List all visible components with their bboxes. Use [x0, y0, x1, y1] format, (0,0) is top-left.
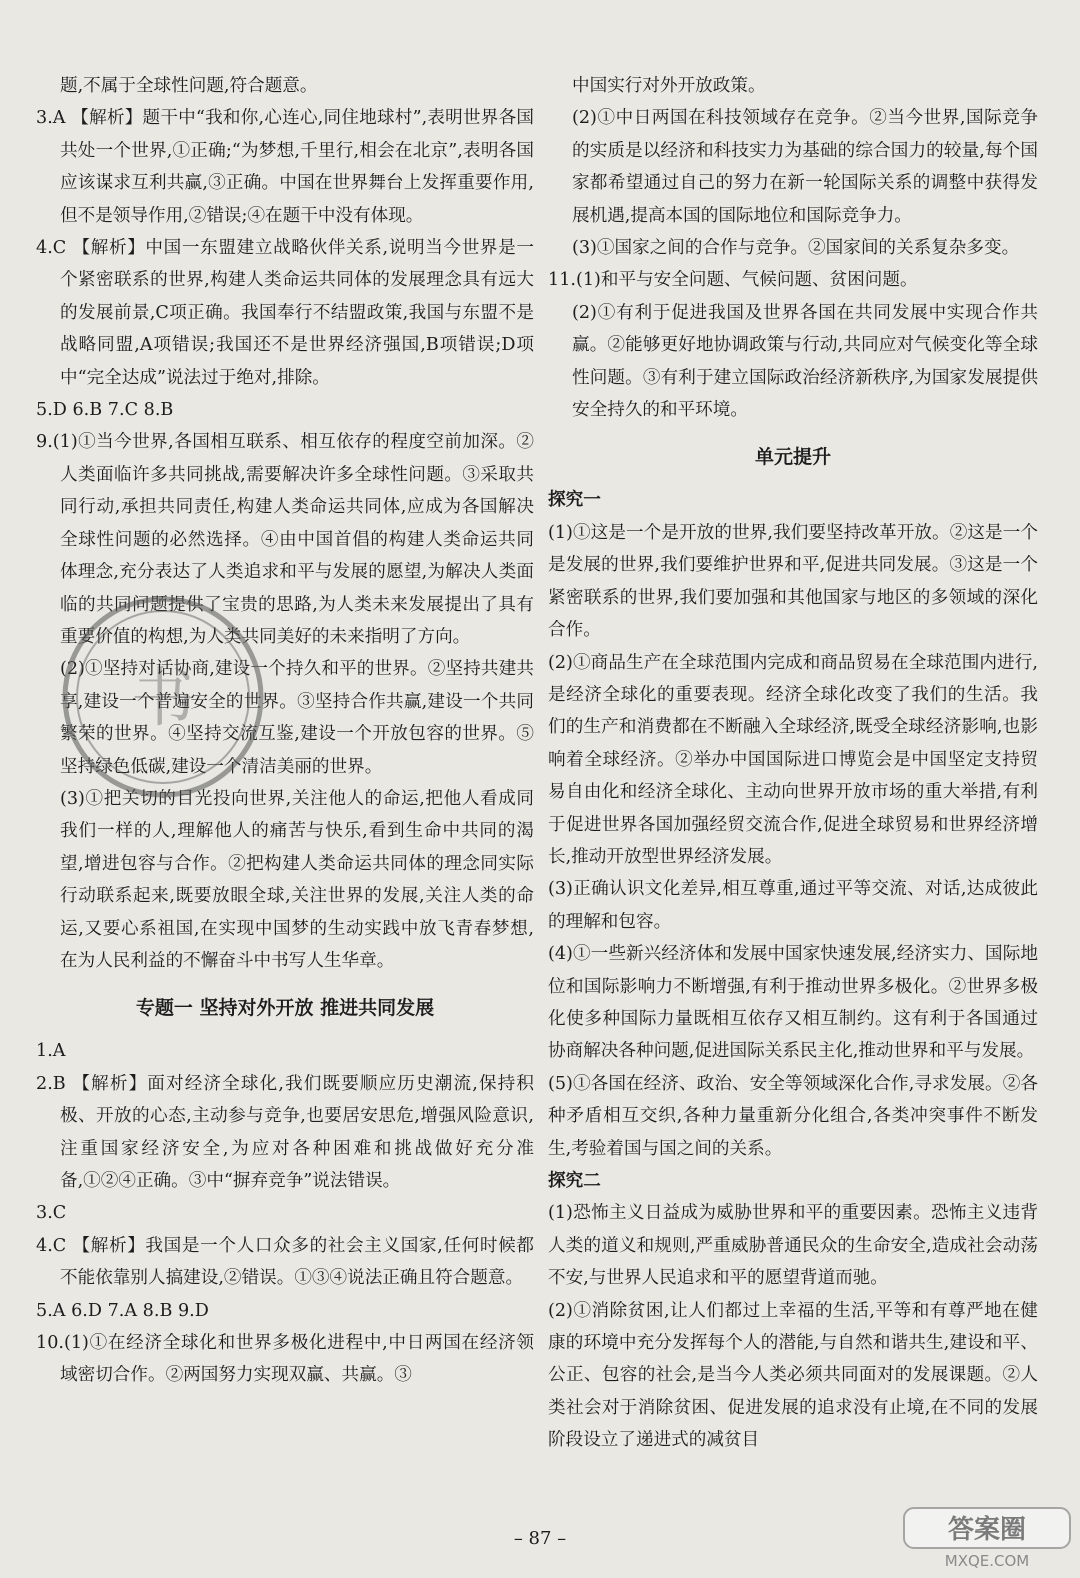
- answer-paragraph: 1.A: [36, 1041, 66, 1062]
- section-heading: 单元提升: [754, 446, 831, 469]
- answer-paragraph: 4.C 【解析】中国一东盟建立战略伙伴关系,说明当今世界是一个紧密联系的世界,构建人类命运共同体的发展理念具有远大的发展前景,C项正确。我国奉行不结盟政策,我国与东盟不是战略同盟,A项错误;我国还不是世界经济强国,B项错误;D项中“完全达成”说法过于绝对,排除。: [36, 238, 534, 388]
- answer-paragraph: 5.D 6.B 7.C 8.B: [36, 400, 174, 421]
- answer-paragraph: 11.(1)和平与安全问题、气候问题、贫困问题。: [548, 270, 918, 291]
- svg-text:答案圈: 答案圈: [947, 1515, 1027, 1545]
- answer-paragraph: 3.A 【解析】题干中“我和你,心连心,同住地球村”,表明世界各国共处一个世界,①正确;“为梦想,千里行,相会在北京”,表明各国应该谋求互利共赢,③正确。中国在世界舞台上发挥重要作用,但不是领导作用,②错误;④在题干中没有体现。: [36, 108, 534, 226]
- svg-text:书: 书: [131, 662, 195, 736]
- answer-paragraph: (3)①国家之间的合作与竞争。②国家间的关系复杂多变。: [572, 238, 1020, 259]
- right-column: [548, 70, 1038, 1457]
- page-number: – 87 –: [513, 1528, 567, 1549]
- answer-paragraph: (2)①中日两国在科技领域存在竞争。②当今世界,国际竞争的实质是以经济和科技实力为基础的综合国力的较量,每个国家都希望通过自己的努力在新一轮国际关系的调整中获得发展机遇,提高本国的国际地位和国际竞争力。: [572, 108, 1038, 226]
- exploration-label: 探究二: [548, 1171, 601, 1191]
- answer-paragraph: 10.(1)①在经济全球化和世界多极化进程中,中日两国在经济领域密切合作。②两国努力实现双赢、共赢。③: [36, 1333, 534, 1386]
- answer-paragraph: (2)①坚持对话协商,建设一个持久和平的世界。②坚持共建共享,建设一个普遍安全的世界。③坚持合作共赢,建设一个共同繁荣的世界。④坚持交流互鉴,建设一个开放包容的世界。⑤坚持绿色低碳,建设一个清洁美丽的世界。: [60, 659, 534, 777]
- answer-paragraph: 中国实行对外开放政策。: [572, 76, 766, 96]
- answer-paragraph: (5)①各国在经济、政治、安全等领域深化合作,寻求发展。②各种矛盾相互交织,各种力量重新分化组合,各类冲突事件不断发生,考验着国与国之间的关系。: [548, 1073, 1038, 1159]
- answer-paragraph: 2.B 【解析】面对经济全球化,我们既要顺应历史潮流,保持积极、开放的心态,主动参与竞争,也要居安思危,增强风险意识,注重国家经济安全,为应对各种困难和挑战做好充分准备,①②④正确。③中“摒弃竞争”说法错误。: [36, 1073, 534, 1191]
- svg-text:MXQE.COM: MXQE.COM: [944, 1552, 1030, 1570]
- exploration-label: 探究一: [548, 490, 601, 511]
- answer-paragraph: (4)①一些新兴经济体和发展中国家快速发展,经济实力、国际地位和国际影响力不断增强,有利于推动世界多极化。②世界多极化使多种国际力量既相互依存又相互制约。这有利于各国通过协商解决各种问题,促进国际关系民主化,推动世界和平与发展。: [548, 944, 1038, 1062]
- site-logo: [902, 1506, 1072, 1570]
- stamp-watermark: [58, 592, 268, 802]
- answer-paragraph: 3.C: [36, 1203, 67, 1224]
- answer-paragraph: 9.(1)①当今世界,各国相互联系、相互依存的程度空前加深。②人类面临许多共同挑战,需要解决许多全球性问题。③采取共同行动,承担共同责任,构建人类命运共同体,应成为各国解决全球性问题的必然选择。④由中国首倡的构建人类命运共同体理念,充分表达了人类追求和平与发展的愿望,为解决人类面临的共同问题提供了宝贵的思路,为人类未来发展提出了具有重要价值的构想,为人类共同美好的未来指明了方向。: [36, 432, 534, 647]
- answer-paragraph: (3)正确认识文化差异,相互尊重,通过平等交流、对话,达成彼此的理解和包容。: [548, 879, 1038, 932]
- section-heading: 专题一 坚持对外开放 推进共同发展: [135, 997, 435, 1020]
- answer-paragraph: (3)①把关切的目光投向世界,关注他人的命运,把他人看成同我们一样的人,理解他人的痛苦与快乐,看到生命中共同的渴望,增进包容与合作。②把构建人类命运共同体的理念同实际行动联系起来,既要放眼全球,关注世界的发展,关注人类的命运,又要心系祖国,在实现中国梦的生动实践中放飞青春梦想,在为人民利益的不懈奋斗中书写人生华章。: [60, 788, 534, 971]
- answer-paragraph: 5.A 6.D 7.A 8.B 9.D: [36, 1300, 209, 1321]
- answer-paragraph: (1)恐怖主义日益成为威胁世界和平的重要因素。恐怖主义违背人类的道义和规则,严重威胁普通民众的生命安全,造成社会动荡不安,与世界人民追求和平的愿望背道而驰。: [548, 1203, 1038, 1289]
- answer-paragraph: (2)①消除贫困,让人们都过上幸福的生活,平等和有尊严地在健康的环境中充分发挥每个人的潜能,与自然和谐共生,建设和平、公正、包容的社会,是当今人类必须共同面对的发展课题。②人类社会对于消除贫困、促进发展的追求没有止境,在不同的发展阶段设立了递进式的减贫目: [548, 1300, 1038, 1451]
- answer-paragraph: 4.C 【解析】我国是一个人口众多的社会主义国家,任何时候都不能依靠别人搞建设,②错误。①③④说法正确且符合题意。: [36, 1235, 534, 1289]
- answer-paragraph: (2)①商品生产在全球范围内完成和商品贸易在全球范围内进行,是经济全球化的重要表现。经济全球化改变了我们的生活。我们的生产和消费都在不断融入全球经济,既受全球经济影响,也影响着全球经济。②举办中国国际进口博览会是中国坚定支持贸易自由化和经济全球化、主动向世界开放市场的重大举措,有利于促进世界各国加强经贸交流合作,促进全球贸易和世界经济增长,推动开放型世界经济发展。: [548, 652, 1038, 867]
- answer-paragraph: 题,不属于全球性问题,符合题意。: [60, 76, 318, 96]
- answer-paragraph: (2)①有利于促进我国及世界各国在共同发展中实现合作共赢。②能够更好地协调政策与行动,共同应对气候变化等全球性问题。③有利于建立国际政治经济新秩序,为国家发展提供安全持久的和平环境。: [572, 302, 1038, 421]
- answer-paragraph: (1)①这是一个是开放的世界,我们要坚持改革开放。②这是一个是发展的世界,我们要维护世界和平,促进共同发展。③这是一个紧密联系的世界,我们要加强和其他国家与地区的多领域的深化合作。: [548, 522, 1038, 641]
